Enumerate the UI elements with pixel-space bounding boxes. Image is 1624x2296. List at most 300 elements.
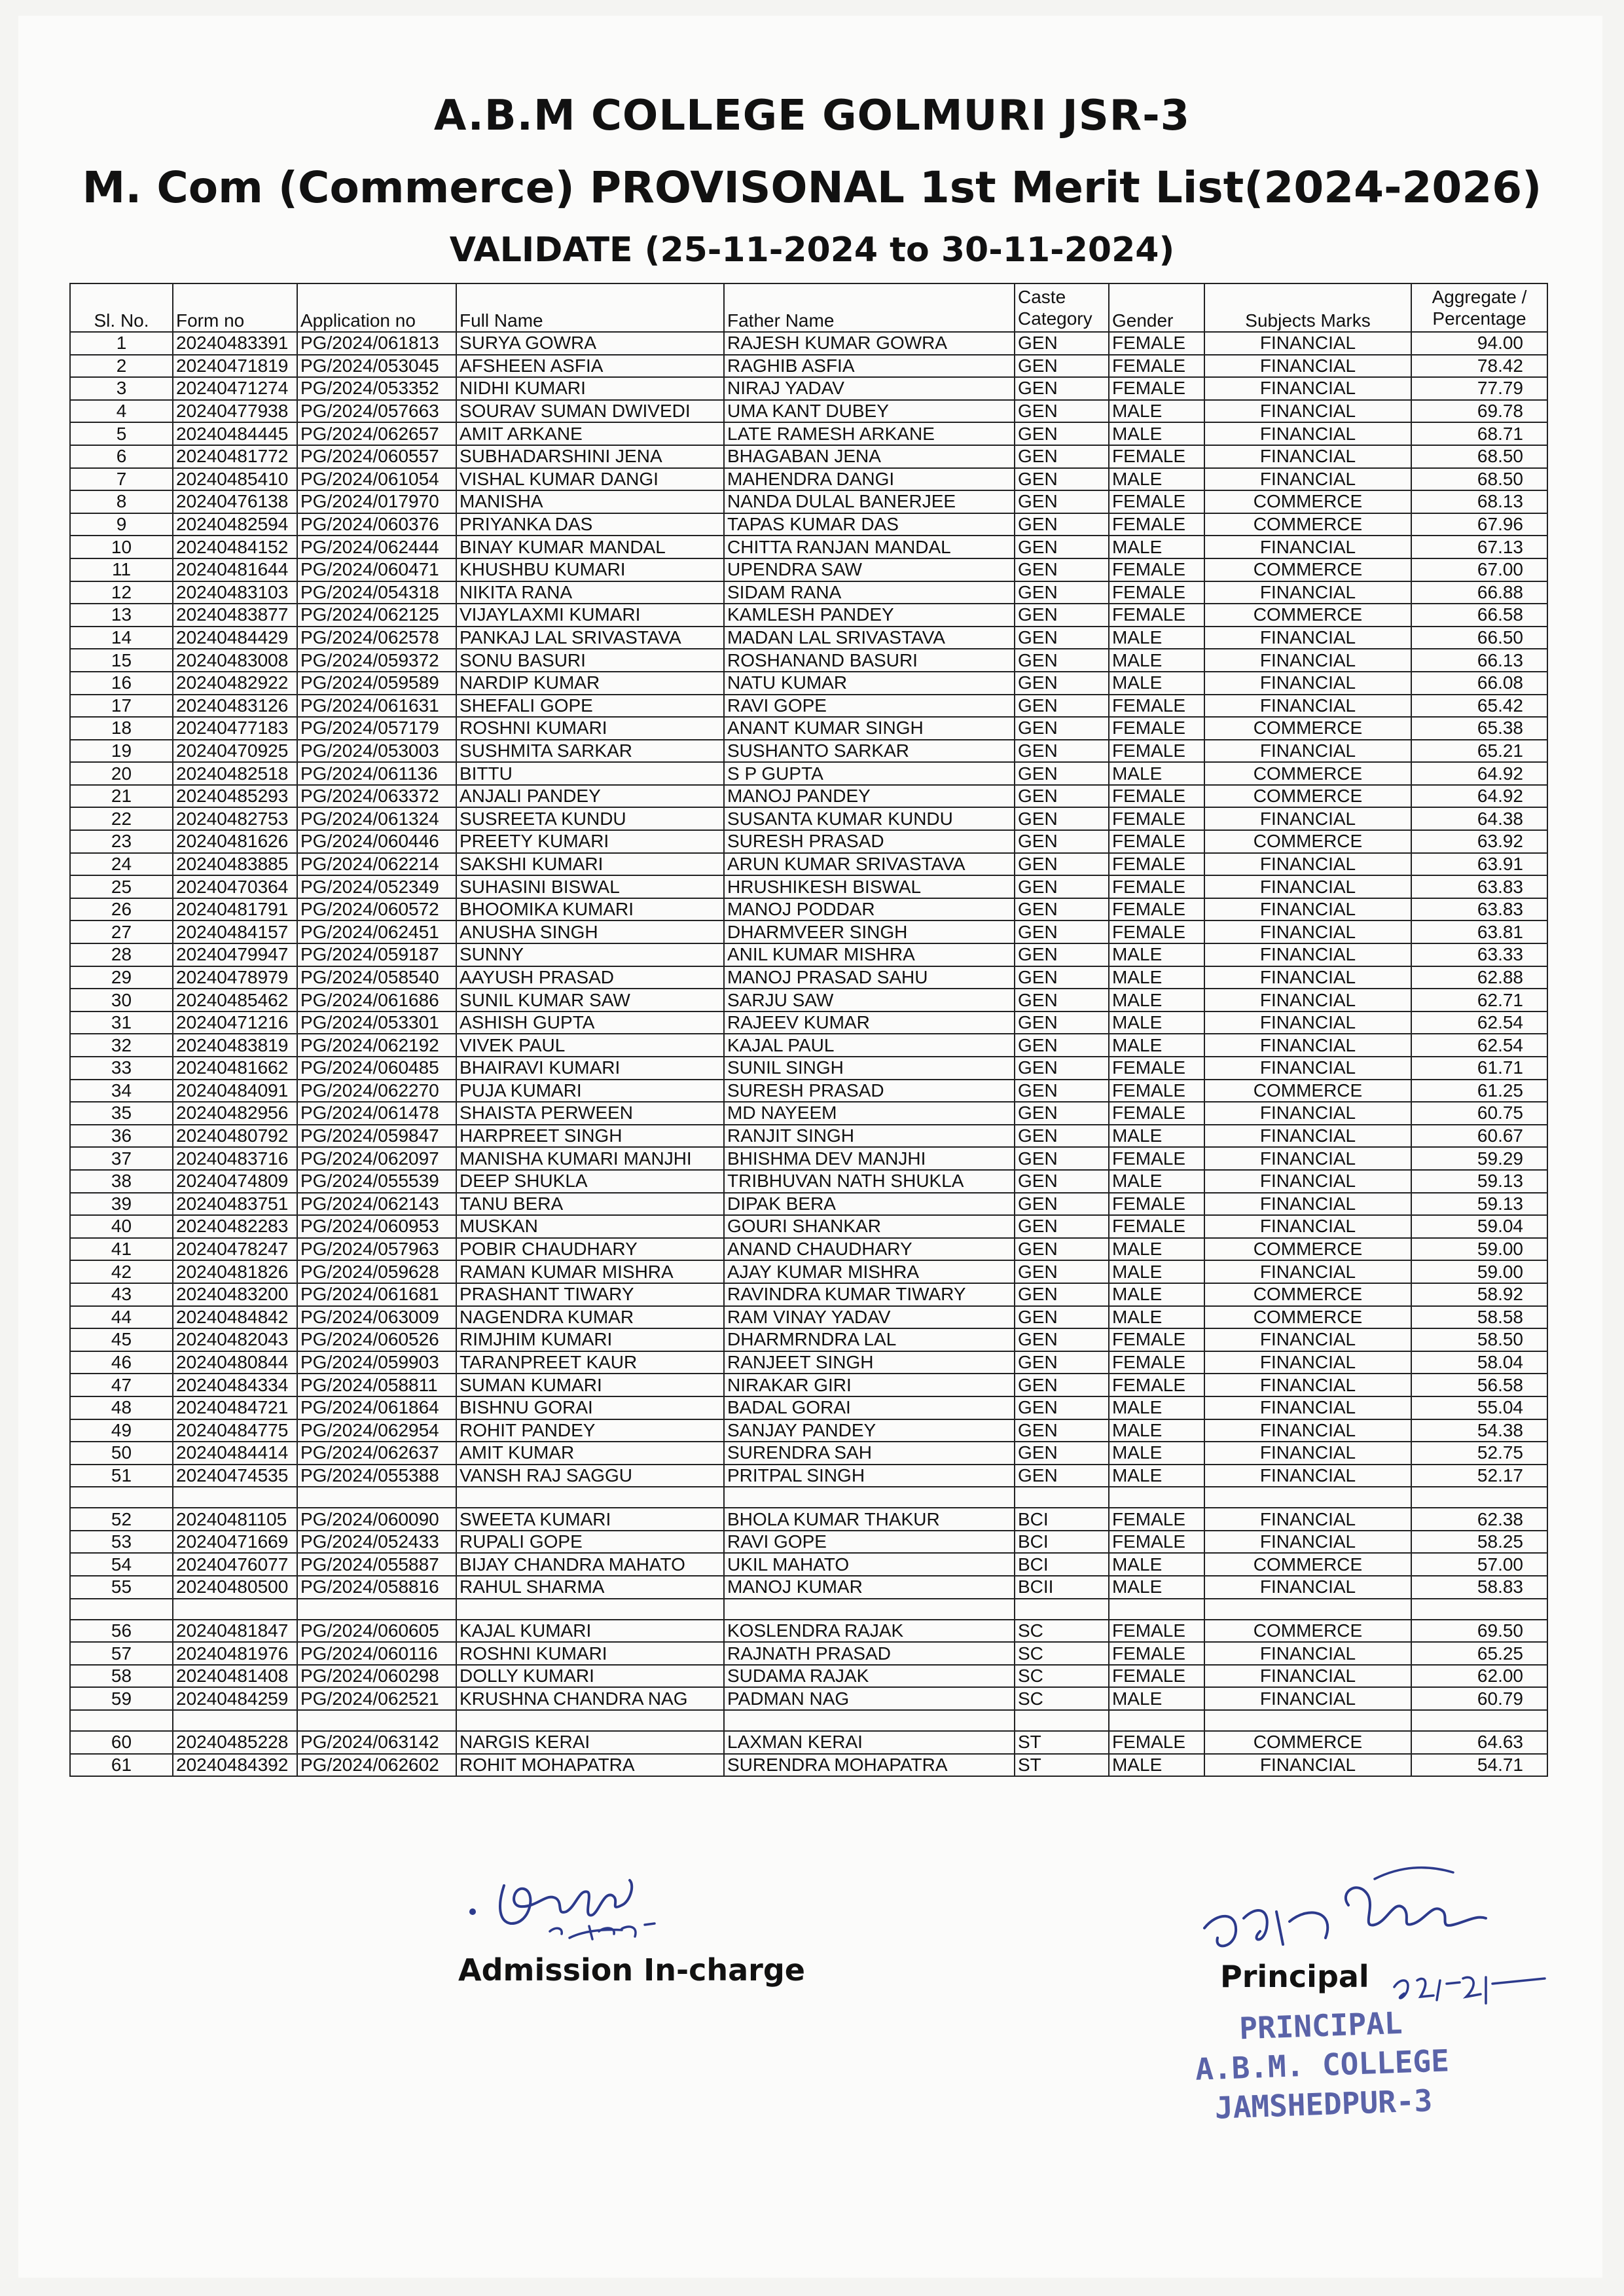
cell-form-no: 20240485462 <box>173 989 297 1011</box>
cell-gender: MALE <box>1109 1396 1204 1419</box>
cell-application-no: PG/2024/060572 <box>297 898 456 921</box>
empty-cell <box>297 1487 456 1508</box>
cell-sl-no: 54 <box>70 1553 173 1576</box>
cell-form-no: 20240471274 <box>173 377 297 400</box>
cell-form-no: 20240484334 <box>173 1374 297 1396</box>
table-row <box>70 1102 1547 1125</box>
table-row <box>70 355 1547 378</box>
cell-caste-category: GEN <box>1015 1102 1109 1125</box>
table-row <box>70 785 1547 808</box>
cell-caste-category: GEN <box>1015 1057 1109 1080</box>
cell-subject: FINANCIAL <box>1204 1147 1411 1170</box>
cell-gender: FEMALE <box>1109 377 1204 400</box>
table-row <box>70 422 1547 445</box>
table-row <box>70 807 1547 830</box>
cell-sl-no: 16 <box>70 672 173 695</box>
cell-gender: MALE <box>1109 762 1204 785</box>
cell-form-no: 20240484392 <box>173 1754 297 1777</box>
table-row <box>70 1576 1547 1599</box>
cell-caste-category: GEN <box>1015 1442 1109 1465</box>
cell-application-no: PG/2024/052433 <box>297 1531 456 1554</box>
cell-application-no: PG/2024/061681 <box>297 1283 456 1306</box>
cell-aggregate: 60.79 <box>1411 1687 1547 1710</box>
cell-father-name: RAVINDRA KUMAR TIWARY <box>724 1283 1015 1306</box>
empty-cell <box>456 1710 724 1731</box>
cell-subject: COMMERCE <box>1204 1731 1411 1754</box>
table-row <box>70 1147 1547 1170</box>
table-row <box>70 1125 1547 1148</box>
cell-form-no: 20240483126 <box>173 695 297 718</box>
empty-cell <box>297 1599 456 1620</box>
empty-cell <box>1109 1710 1204 1731</box>
cell-sl-no: 17 <box>70 695 173 718</box>
cell-full-name: SAKSHI KUMARI <box>456 853 724 876</box>
cell-application-no: PG/2024/059187 <box>297 943 456 966</box>
cell-full-name: BITTU <box>456 762 724 785</box>
cell-full-name: NIKITA RANA <box>456 581 724 604</box>
table-row <box>70 717 1547 740</box>
cell-sl-no: 42 <box>70 1260 173 1283</box>
cell-application-no: PG/2024/062214 <box>297 853 456 876</box>
cell-caste-category: GEN <box>1015 1374 1109 1396</box>
cell-sl-no: 48 <box>70 1396 173 1419</box>
cell-gender: FEMALE <box>1109 1057 1204 1080</box>
cell-gender: FEMALE <box>1109 717 1204 740</box>
cell-full-name: PANKAJ LAL SRIVASTAVA <box>456 627 724 649</box>
cell-form-no: 20240477938 <box>173 400 297 423</box>
table-row <box>70 1193 1547 1216</box>
cell-full-name: SHEFALI GOPE <box>456 695 724 718</box>
empty-cell <box>1109 1487 1204 1508</box>
cell-application-no: PG/2024/059589 <box>297 672 456 695</box>
cell-form-no: 20240471669 <box>173 1531 297 1554</box>
cell-sl-no: 14 <box>70 627 173 649</box>
cell-aggregate: 61.25 <box>1411 1080 1547 1102</box>
cell-sl-no: 35 <box>70 1102 173 1125</box>
cell-father-name: ANAND CHAUDHARY <box>724 1238 1015 1261</box>
cell-aggregate: 54.38 <box>1411 1419 1547 1442</box>
cell-form-no: 20240484775 <box>173 1419 297 1442</box>
cell-father-name: DHARMVEER SINGH <box>724 920 1015 943</box>
cell-sl-no: 19 <box>70 740 173 763</box>
cell-subject: FINANCIAL <box>1204 672 1411 695</box>
cell-application-no: PG/2024/055388 <box>297 1465 456 1487</box>
cell-aggregate: 65.42 <box>1411 695 1547 718</box>
cell-gender: MALE <box>1109 627 1204 649</box>
cell-aggregate: 59.13 <box>1411 1193 1547 1216</box>
cell-gender: MALE <box>1109 1034 1204 1057</box>
cell-subject: FINANCIAL <box>1204 1057 1411 1080</box>
cell-sl-no: 29 <box>70 966 173 989</box>
cell-aggregate: 62.00 <box>1411 1665 1547 1688</box>
empty-cell <box>1015 1487 1109 1508</box>
cell-father-name: RAJNATH PRASAD <box>724 1642 1015 1665</box>
cell-application-no: PG/2024/055887 <box>297 1553 456 1576</box>
cell-caste-category: GEN <box>1015 1215 1109 1238</box>
cell-gender: MALE <box>1109 1238 1204 1261</box>
cell-full-name: AMIT ARKANE <box>456 422 724 445</box>
cell-gender: MALE <box>1109 1125 1204 1148</box>
cell-aggregate: 66.50 <box>1411 627 1547 649</box>
cell-gender: MALE <box>1109 1260 1204 1283</box>
cell-father-name: BADAL GORAI <box>724 1396 1015 1419</box>
cell-sl-no: 5 <box>70 422 173 445</box>
cell-application-no: PG/2024/060526 <box>297 1328 456 1351</box>
cell-full-name: VIJAYLAXMI KUMARI <box>456 604 724 627</box>
cell-aggregate: 58.83 <box>1411 1576 1547 1599</box>
cell-aggregate: 52.75 <box>1411 1442 1547 1465</box>
cell-subject: FINANCIAL <box>1204 1011 1411 1034</box>
cell-full-name: SUSHMITA SARKAR <box>456 740 724 763</box>
cell-sl-no: 34 <box>70 1080 173 1102</box>
cell-sl-no: 38 <box>70 1170 173 1193</box>
cell-sl-no: 36 <box>70 1125 173 1148</box>
cell-gender: FEMALE <box>1109 1508 1204 1531</box>
cell-gender: MALE <box>1109 400 1204 423</box>
cell-application-no: PG/2024/059372 <box>297 649 456 672</box>
cell-gender: MALE <box>1109 1306 1204 1329</box>
cell-form-no: 20240483877 <box>173 604 297 627</box>
cell-application-no: PG/2024/058811 <box>297 1374 456 1396</box>
cell-application-no: PG/2024/060446 <box>297 830 456 853</box>
cell-application-no: PG/2024/060471 <box>297 558 456 581</box>
cell-father-name: BHOLA KUMAR THAKUR <box>724 1508 1015 1531</box>
cell-gender: FEMALE <box>1109 695 1204 718</box>
cell-aggregate: 59.29 <box>1411 1147 1547 1170</box>
cell-aggregate: 63.83 <box>1411 898 1547 921</box>
cell-father-name: PRITPAL SINGH <box>724 1465 1015 1487</box>
cell-subject: FINANCIAL <box>1204 1665 1411 1688</box>
cell-father-name: ROSHANAND BASURI <box>724 649 1015 672</box>
admission-incharge-label: Admission In-charge <box>458 1952 805 1988</box>
cell-application-no: PG/2024/061686 <box>297 989 456 1011</box>
cell-caste-category: GEN <box>1015 558 1109 581</box>
cell-sl-no: 3 <box>70 377 173 400</box>
cell-gender: FEMALE <box>1109 513 1204 536</box>
cell-subject: FINANCIAL <box>1204 536 1411 558</box>
cell-caste-category: GEN <box>1015 581 1109 604</box>
cell-full-name: RUPALI GOPE <box>456 1531 724 1554</box>
cell-subject: FINANCIAL <box>1204 807 1411 830</box>
col-application-no: Application no <box>297 283 456 332</box>
cell-full-name: ROSHNI KUMARI <box>456 717 724 740</box>
cell-form-no: 20240470925 <box>173 740 297 763</box>
cell-gender: FEMALE <box>1109 558 1204 581</box>
cell-sl-no: 57 <box>70 1642 173 1665</box>
cell-caste-category: GEN <box>1015 1351 1109 1374</box>
cell-aggregate: 67.96 <box>1411 513 1547 536</box>
cell-form-no: 20240484414 <box>173 1442 297 1465</box>
cell-subject: FINANCIAL <box>1204 695 1411 718</box>
cell-full-name: RAHUL SHARMA <box>456 1576 724 1599</box>
cell-gender: MALE <box>1109 536 1204 558</box>
cell-application-no: PG/2024/061054 <box>297 468 456 491</box>
cell-subject: FINANCIAL <box>1204 1396 1411 1419</box>
cell-sl-no: 24 <box>70 853 173 876</box>
cell-form-no: 20240484429 <box>173 627 297 649</box>
cell-sl-no: 18 <box>70 717 173 740</box>
cell-application-no: PG/2024/061478 <box>297 1102 456 1125</box>
table-row <box>70 898 1547 921</box>
cell-father-name: MADAN LAL SRIVASTAVA <box>724 627 1015 649</box>
cell-form-no: 20240482594 <box>173 513 297 536</box>
table-row <box>70 1328 1547 1351</box>
cell-caste-category: GEN <box>1015 627 1109 649</box>
cell-sl-no: 4 <box>70 400 173 423</box>
cell-full-name: AAYUSH PRASAD <box>456 966 724 989</box>
cell-aggregate: 66.13 <box>1411 649 1547 672</box>
cell-subject: FINANCIAL <box>1204 377 1411 400</box>
cell-father-name: SUSHANTO SARKAR <box>724 740 1015 763</box>
table-row <box>70 1442 1547 1465</box>
cell-sl-no: 41 <box>70 1238 173 1261</box>
cell-gender: FEMALE <box>1109 785 1204 808</box>
cell-gender: MALE <box>1109 1442 1204 1465</box>
empty-cell <box>1411 1599 1547 1620</box>
cell-form-no: 20240484157 <box>173 920 297 943</box>
cell-gender: FEMALE <box>1109 604 1204 627</box>
cell-father-name: KAJAL PAUL <box>724 1034 1015 1057</box>
table-row <box>70 762 1547 785</box>
cell-application-no: PG/2024/062451 <box>297 920 456 943</box>
cell-father-name: RAVI GOPE <box>724 1531 1015 1554</box>
cell-subject: FINANCIAL <box>1204 1465 1411 1487</box>
cell-sl-no: 49 <box>70 1419 173 1442</box>
cell-aggregate: 59.13 <box>1411 1170 1547 1193</box>
cell-application-no: PG/2024/060090 <box>297 1508 456 1531</box>
cell-gender: MALE <box>1109 1754 1204 1777</box>
cell-gender: FEMALE <box>1109 920 1204 943</box>
cell-full-name: PRASHANT TIWARY <box>456 1283 724 1306</box>
cell-sl-no: 44 <box>70 1306 173 1329</box>
cell-caste-category: GEN <box>1015 377 1109 400</box>
cell-subject: COMMERCE <box>1204 1080 1411 1102</box>
cell-subject: FINANCIAL <box>1204 875 1411 898</box>
cell-father-name: MD NAYEEM <box>724 1102 1015 1125</box>
col-gender: Gender <box>1109 283 1204 332</box>
cell-aggregate: 68.71 <box>1411 422 1547 445</box>
col-subjects-marks: Subjects Marks <box>1204 283 1411 332</box>
cell-subject: FINANCIAL <box>1204 1102 1411 1125</box>
cell-father-name: MANOJ KUMAR <box>724 1576 1015 1599</box>
cell-father-name: TRIBHUVAN NATH SHUKLA <box>724 1170 1015 1193</box>
cell-subject: COMMERCE <box>1204 490 1411 513</box>
cell-full-name: DOLLY KUMARI <box>456 1665 724 1688</box>
cell-sl-no: 13 <box>70 604 173 627</box>
table-row <box>70 1642 1547 1665</box>
table-row <box>70 1170 1547 1193</box>
cell-caste-category: GEN <box>1015 536 1109 558</box>
cell-sl-no: 52 <box>70 1508 173 1531</box>
cell-caste-category: GEN <box>1015 1238 1109 1261</box>
cell-caste-category: GEN <box>1015 1283 1109 1306</box>
cell-form-no: 20240481847 <box>173 1620 297 1643</box>
table-row <box>70 853 1547 876</box>
cell-subject: FINANCIAL <box>1204 1419 1411 1442</box>
cell-form-no: 20240482283 <box>173 1215 297 1238</box>
cell-full-name: NARDIP KUMAR <box>456 672 724 695</box>
cell-full-name: ROSHNI KUMARI <box>456 1642 724 1665</box>
cell-caste-category: GEN <box>1015 1147 1109 1170</box>
cell-sl-no: 1 <box>70 332 173 355</box>
cell-aggregate: 77.79 <box>1411 377 1547 400</box>
cell-caste-category: GEN <box>1015 875 1109 898</box>
cell-caste-category: GEN <box>1015 943 1109 966</box>
cell-caste-category: GEN <box>1015 1465 1109 1487</box>
cell-father-name: MANOJ PRASAD SAHU <box>724 966 1015 989</box>
cell-sl-no: 11 <box>70 558 173 581</box>
cell-full-name: SUMAN KUMARI <box>456 1374 724 1396</box>
cell-full-name: RAMAN KUMAR MISHRA <box>456 1260 724 1283</box>
cell-form-no: 20240484445 <box>173 422 297 445</box>
cell-caste-category: GEN <box>1015 785 1109 808</box>
empty-cell <box>724 1599 1015 1620</box>
cell-application-no: PG/2024/059628 <box>297 1260 456 1283</box>
cell-father-name: KOSLENDRA RAJAK <box>724 1620 1015 1643</box>
cell-father-name: ANANT KUMAR SINGH <box>724 717 1015 740</box>
cell-father-name: RAVI GOPE <box>724 695 1015 718</box>
table-header-row <box>70 283 1547 332</box>
cell-gender: FEMALE <box>1109 1731 1204 1754</box>
cell-form-no: 20240481626 <box>173 830 297 853</box>
table-row <box>70 1465 1547 1487</box>
cell-application-no: PG/2024/057663 <box>297 400 456 423</box>
empty-cell <box>1109 1599 1204 1620</box>
cell-father-name: RANJEET SINGH <box>724 1351 1015 1374</box>
cell-application-no: PG/2024/059847 <box>297 1125 456 1148</box>
cell-application-no: PG/2024/062444 <box>297 536 456 558</box>
cell-form-no: 20240481772 <box>173 445 297 468</box>
table-spacer-row <box>70 1487 1547 1508</box>
cell-sl-no: 20 <box>70 762 173 785</box>
cell-form-no: 20240481662 <box>173 1057 297 1080</box>
cell-form-no: 20240484091 <box>173 1080 297 1102</box>
cell-form-no: 20240485228 <box>173 1731 297 1754</box>
table-row <box>70 740 1547 763</box>
cell-form-no: 20240481105 <box>173 1508 297 1531</box>
cell-full-name: SWEETA KUMARI <box>456 1508 724 1531</box>
cell-father-name: ANIL KUMAR MISHRA <box>724 943 1015 966</box>
cell-sl-no: 51 <box>70 1465 173 1487</box>
cell-gender: MALE <box>1109 468 1204 491</box>
cell-full-name: BHAIRAVI KUMARI <box>456 1057 724 1080</box>
cell-form-no: 20240481976 <box>173 1642 297 1665</box>
cell-form-no: 20240481644 <box>173 558 297 581</box>
cell-gender: FEMALE <box>1109 581 1204 604</box>
table-row <box>70 468 1547 491</box>
cell-sl-no: 22 <box>70 807 173 830</box>
cell-sl-no: 15 <box>70 649 173 672</box>
cell-application-no: PG/2024/062657 <box>297 422 456 445</box>
cell-aggregate: 52.17 <box>1411 1465 1547 1487</box>
cell-father-name: NIRAKAR GIRI <box>724 1374 1015 1396</box>
merit-list-table <box>69 283 1548 1777</box>
cell-application-no: PG/2024/062521 <box>297 1687 456 1710</box>
cell-form-no: 20240483200 <box>173 1283 297 1306</box>
cell-aggregate: 66.58 <box>1411 604 1547 627</box>
cell-caste-category: GEN <box>1015 604 1109 627</box>
cell-form-no: 20240484259 <box>173 1687 297 1710</box>
cell-aggregate: 60.75 <box>1411 1102 1547 1125</box>
cell-caste-category: SC <box>1015 1687 1109 1710</box>
cell-gender: MALE <box>1109 1419 1204 1442</box>
cell-full-name: VISHAL KUMAR DANGI <box>456 468 724 491</box>
cell-aggregate: 58.92 <box>1411 1283 1547 1306</box>
cell-form-no: 20240480844 <box>173 1351 297 1374</box>
cell-full-name: SUNNY <box>456 943 724 966</box>
cell-caste-category: GEN <box>1015 1193 1109 1216</box>
table-row <box>70 604 1547 627</box>
cell-application-no: PG/2024/062637 <box>297 1442 456 1465</box>
col-caste-category: Caste Category <box>1015 283 1109 332</box>
cell-gender: FEMALE <box>1109 830 1204 853</box>
cell-form-no: 20240483716 <box>173 1147 297 1170</box>
college-title: A.B.M COLLEGE GOLMURI JSR-3 <box>433 92 1191 140</box>
cell-application-no: PG/2024/052349 <box>297 875 456 898</box>
cell-aggregate: 69.78 <box>1411 400 1547 423</box>
cell-form-no: 20240480500 <box>173 1576 297 1599</box>
cell-sl-no: 45 <box>70 1328 173 1351</box>
cell-gender: FEMALE <box>1109 1328 1204 1351</box>
col-form-no: Form no <box>173 283 297 332</box>
cell-subject: COMMERCE <box>1204 830 1411 853</box>
table-row <box>70 1620 1547 1643</box>
cell-father-name: SANJAY PANDEY <box>724 1419 1015 1442</box>
table-row <box>70 943 1547 966</box>
table-row <box>70 513 1547 536</box>
cell-sl-no: 10 <box>70 536 173 558</box>
empty-cell <box>1411 1487 1547 1508</box>
cell-gender: FEMALE <box>1109 853 1204 876</box>
empty-cell <box>1411 1710 1547 1731</box>
cell-gender: MALE <box>1109 1553 1204 1576</box>
cell-caste-category: SC <box>1015 1665 1109 1688</box>
col-father-name: Father Name <box>724 283 1015 332</box>
cell-caste-category: GEN <box>1015 898 1109 921</box>
cell-gender: FEMALE <box>1109 1642 1204 1665</box>
cell-full-name: KHUSHBU KUMARI <box>456 558 724 581</box>
cell-application-no: PG/2024/053301 <box>297 1011 456 1034</box>
cell-application-no: PG/2024/062125 <box>297 604 456 627</box>
table-row <box>70 490 1547 513</box>
table-row <box>70 989 1547 1011</box>
cell-aggregate: 65.25 <box>1411 1642 1547 1665</box>
cell-full-name: MANISHA KUMARI MANJHI <box>456 1147 724 1170</box>
cell-aggregate: 55.04 <box>1411 1396 1547 1419</box>
empty-cell <box>70 1599 173 1620</box>
cell-sl-no: 59 <box>70 1687 173 1710</box>
cell-subject: FINANCIAL <box>1204 943 1411 966</box>
cell-full-name: ASHISH GUPTA <box>456 1011 724 1034</box>
cell-aggregate: 58.58 <box>1411 1306 1547 1329</box>
table-spacer-row <box>70 1599 1547 1620</box>
cell-aggregate: 66.08 <box>1411 672 1547 695</box>
empty-cell <box>1204 1710 1411 1731</box>
cell-sl-no: 31 <box>70 1011 173 1034</box>
cell-gender: FEMALE <box>1109 490 1204 513</box>
cell-caste-category: SC <box>1015 1620 1109 1643</box>
table-row <box>70 1553 1547 1576</box>
cell-form-no: 20240485293 <box>173 785 297 808</box>
cell-subject: FINANCIAL <box>1204 1374 1411 1396</box>
cell-aggregate: 58.50 <box>1411 1328 1547 1351</box>
cell-father-name: CHITTA RANJAN MANDAL <box>724 536 1015 558</box>
cell-aggregate: 63.83 <box>1411 875 1547 898</box>
cell-full-name: TANU BERA <box>456 1193 724 1216</box>
cell-father-name: SURENDRA MOHAPATRA <box>724 1754 1015 1777</box>
cell-gender: MALE <box>1109 1170 1204 1193</box>
cell-form-no: 20240483103 <box>173 581 297 604</box>
